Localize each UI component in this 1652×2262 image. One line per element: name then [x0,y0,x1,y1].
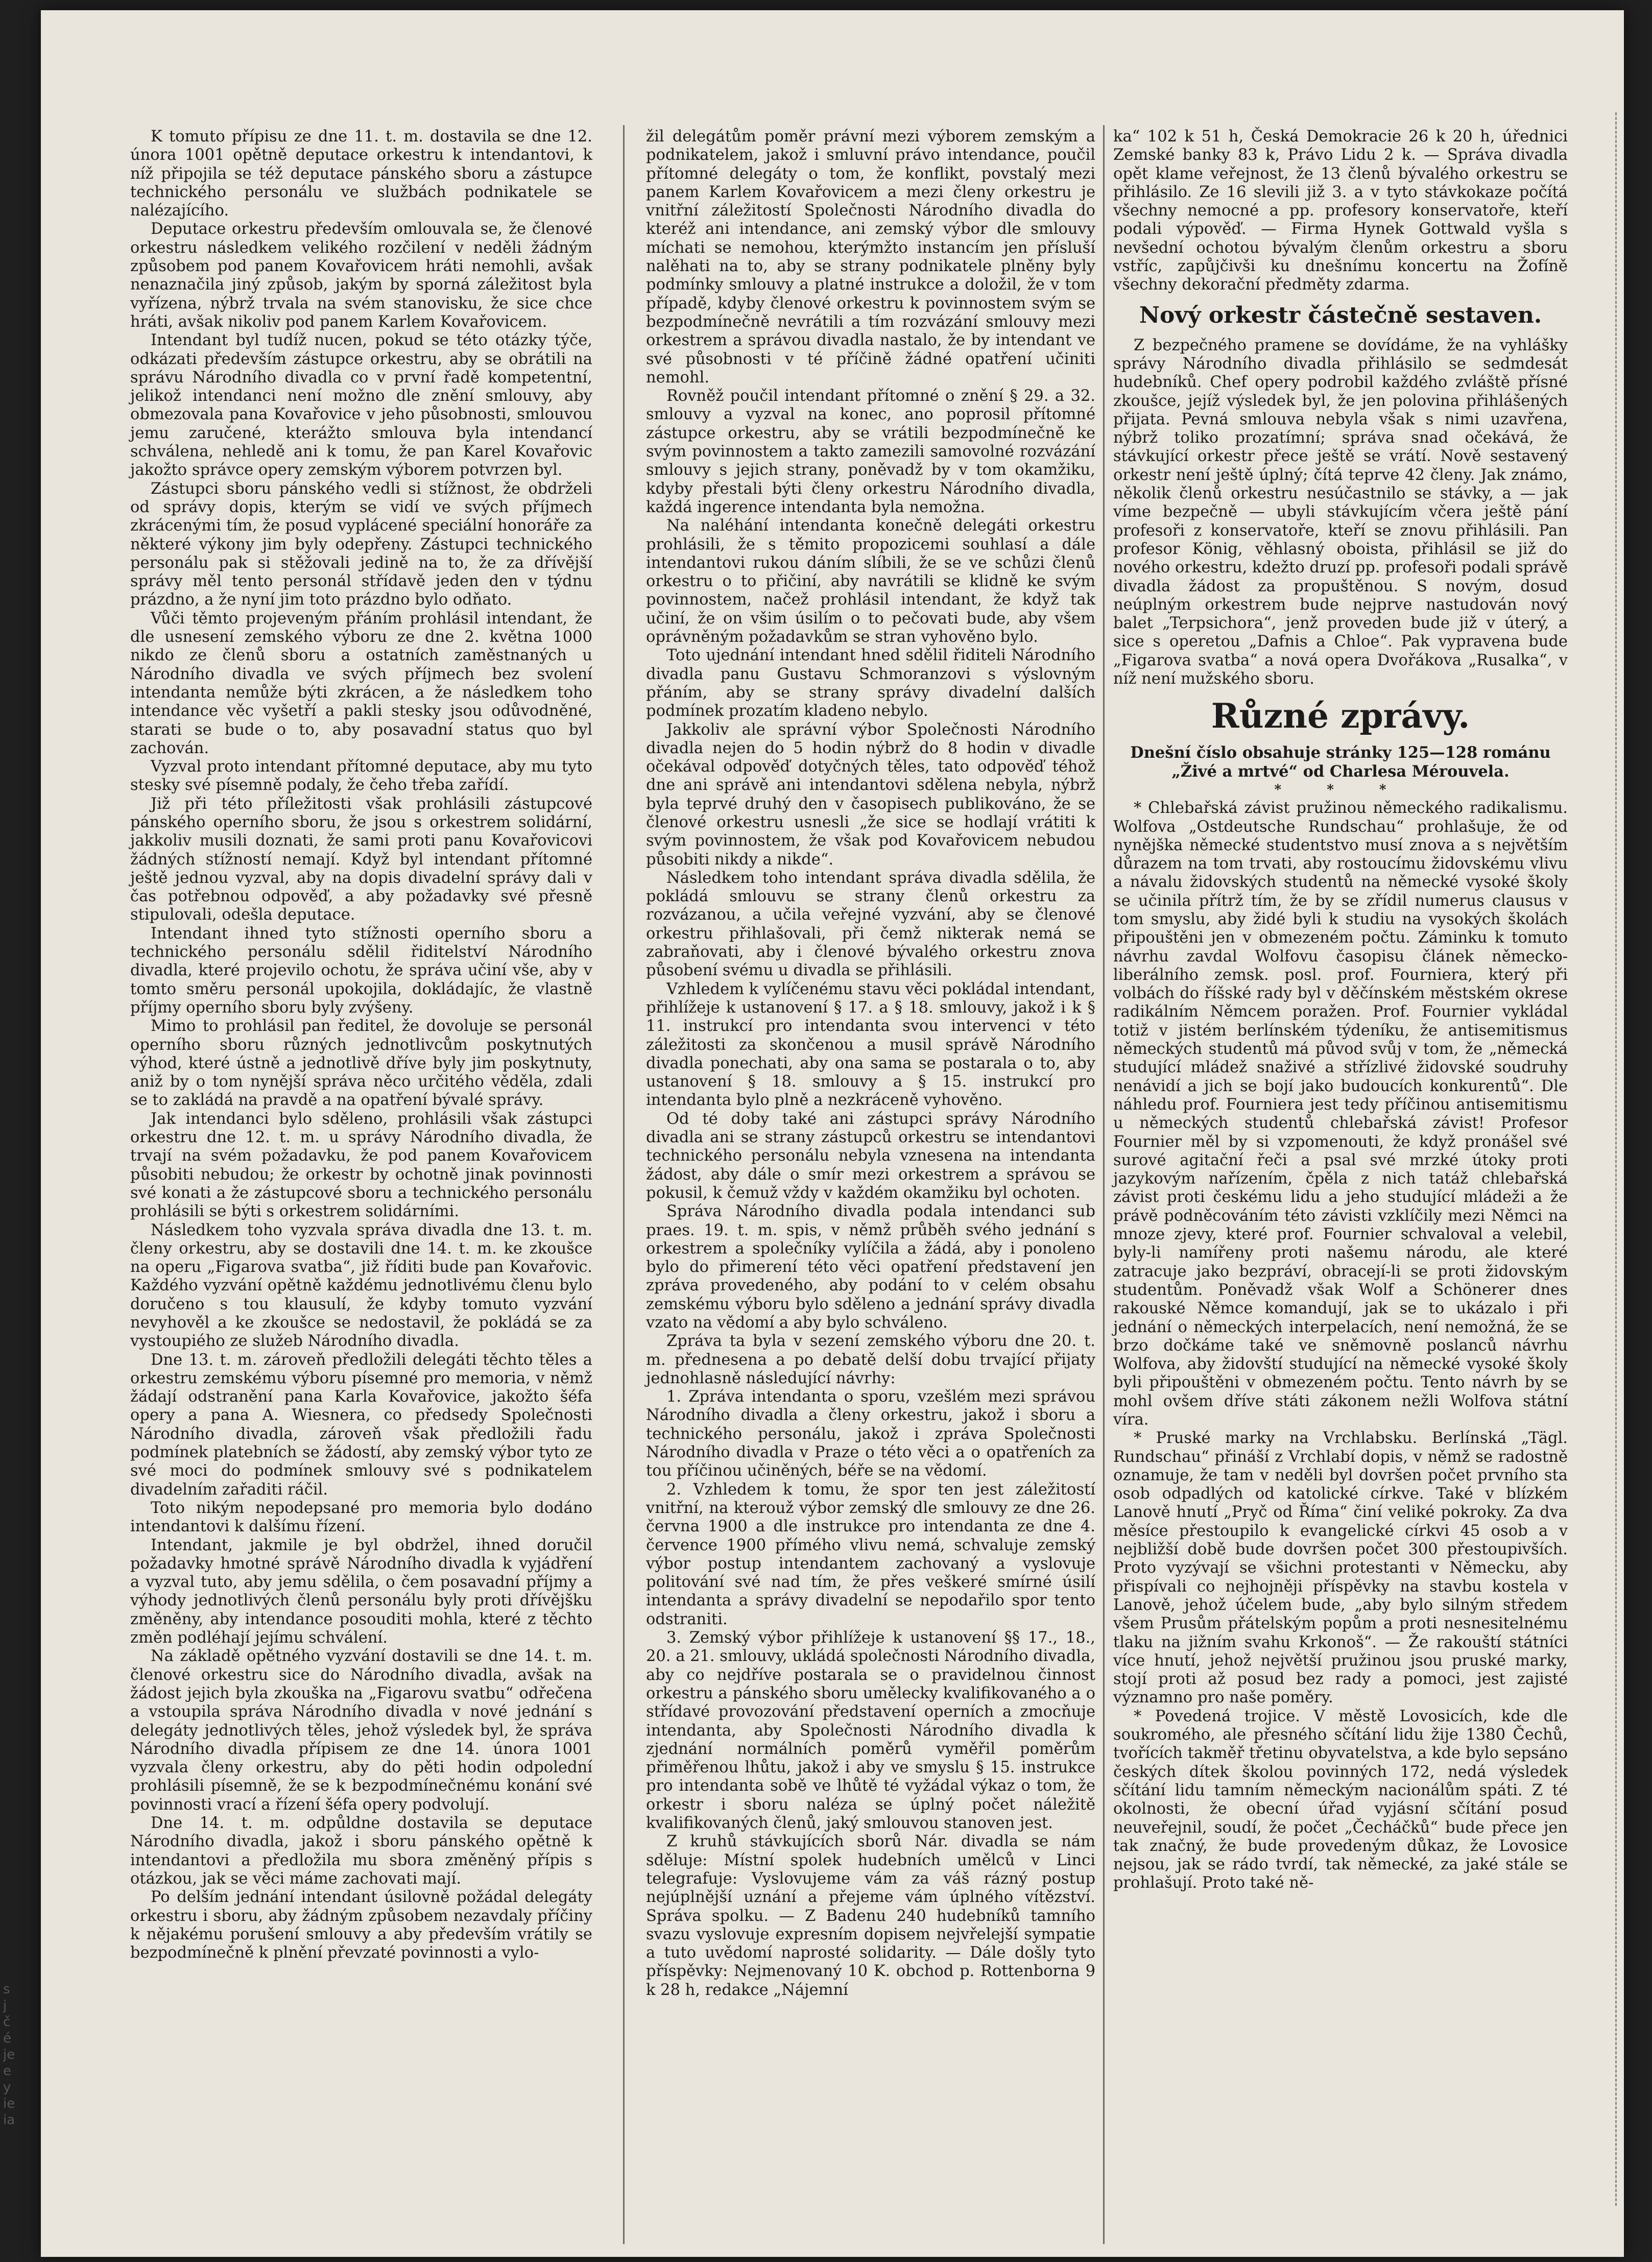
paragraph: ka“ 102 k 51 h, Česká Demokracie 26 k 20 h, úřednici Zemské banky 83 k, Právo Lidu 2 k. — Správa divadla opět klamе veřejnost, že 13 členů bývalého orkestru se přihlásilo. Ze 16 slevili již 3. a v tyto stávkokaze počítá všechny nemocné a pp. profesory konservatoře, kteří podali výpověď. — Firma Hynek Gottwald vyšla s nevšední ochotou bývalým členům orkestru a sboru vstříc, zapůjčivši ku dnešnímu koncertu na Žofíně všechny dekorační předměty zdarma. [1113,128,1568,294]
separator: * * * [1274,782,1407,798]
paragraph: K tomuto přípisu ze dne 11. t. m. dostavila se dne 12. února 1001 opětně deputace orkestru k intendantovi, k níž připojila se též deputace pánského sboru a zástupce technického personálu ve službách podnikatele se nalézajícího. [130,128,592,220]
paragraph: 2. Vzhledem k tomu, že spor ten jest záležitostí vnitřní, na kterouž výbor zemský dle smlouvy ze dne 26. června 1900 a dle instrukce pro intendanta ze dne 4. července 1900 přímého vlivu nemá, schvaluje zemský výbor postup intendantem zachovaný a vyslovuje politování své nad tím, že přes veškeré smírné úsilí intendanta a správy divadelní se nepodařilo spor tento odstraniti. [646,1480,1095,1628]
paragraph: Jak intendanci bylo sděleno, prohlásili však zástupci orkestru dne 12. t. m. u správy Národního divadla, že trvají na svém požadavku, že pod panem Kovařovicem působiti nebudou; že orkestr by ochotně jinak povinnosti své konati a že zástupcové sboru a technického personálu prohlásili se býti s orkestrem solidárními. [130,1110,592,1221]
paragraph: Zpráva ta byla v sezení zemského výboru dne 20. t. m. přednesena a po debatě delší dobu trvající přijaty jednohlasně následující návrhy: [646,1332,1095,1387]
paragraph: Dne 14. t. m. odpůldne dostavila se deputace Národního divadla, jakož i sboru pánského opětně k intendantovi a předložila mu sbora změněný přípis s otázkou, jak se věci máme zachovati mají. [130,1814,592,1888]
paragraph: Vůči těmto projeveným přáním prohlásil intendant, že dle usnesení zemského výboru ze dne 2. května 1000 nikdo ze členů sboru a ostatních zaměstnaných u Národního divadla ve svých příjmech bez svolení intendanta nemůže býti zkrácen, a že následkem toho intendance věc vyšetří a pakli stesky jsou odůvodněné, starati se bude o to, aby posavadní status quo byl zachován. [130,609,592,757]
paragraph: Zástupci sboru pánského vedli si stížnost, že obdrželi od správy dopis, kterým se vidí ve svých příjmech zkrácenými tím, že posud vyplácené speciální honoráře za některé výkony jim byly odepřeny. Zástupci technického personálu pak si stěžovali jedině na to, že za dřívější správy měl tento personál střídavě jeden den v týdnu prázdno, a že nyní jim toto prázdno bylo odňato. [130,479,592,609]
paragraph: Z kruhů stávkujících sborů Nár. divadla se nám sděluje: Místní spolek hudebních umělců v Linci telegrafuje: Vyslovujeme vám za váš rázný postup nejúplnější uznání a přejeme vám úplného vítězství. Správa spolku. — Z Badenu 240 hudebníků tamního svazu vyslovuje expresním dopisem nejvřelejší sympatie a tuto uvědomí naprosté solidarity. — Dále došly tyto příspěvky: Nejmenovaný 10 K. obchod p. Rottenborna 9 k 28 h, redakce „Nájemní [646,1833,1095,1999]
paragraph: Na naléhání intendanta konečně delegáti orkestru prohlásili, že s těmito propozicemi souhlasí a dále intendantovi rukou dáním slíbili, že se ve schůzi členů orkestru o to přičiní, aby navrátili se klidně ke svým povinnostem, načež prohlásil intendant, že když tak učiní, že on všim úsilím o to pečovati bude, aby všem oprávněným požadavkům se stran vyhověno bylo. [646,517,1095,646]
paragraph: Vyzval proto intendant přítomné deputace, aby mu tyto stesky své písemně podaly, že čeho třeba zařídí. [130,758,592,795]
column-divider [623,125,625,2244]
paragraph: Deputace orkestru především omlouvala se, že členové orkestru následkem velikého rozčilení v neděli žádným způsobem pod panem Kovařovicem hráti nemohli, avšak nenaznačila jiný způsob, jakým by sporná záležitost byla vyřízena, nýbrž trvala na svém stanovisku, že sice chce hráti, avšak nikoliv pod panem Karlem Kovařovicem. [130,220,592,331]
paragraph: 1. Zpráva intendanta o sporu, vzešlém mezi správou Národního divadla a členy orkestru, jakož i sboru a technického personálu, jakož i zpráva Společnosti Národního divadla v Praze o této věci a o opatřeních za tou příčinou učiněných, béře se na vědomí. [646,1388,1095,1480]
paragraph: Intendant ihned tyto stížnosti operního sboru a technického personálu sdělil řiditelství Národního divadla, které projevilo ochotu, že správa učiní vše, aby v tomto směru personál upokojila, dokládajíc, že vlastně příjmy operního sboru byly zvýšeny. [130,924,592,1017]
paragraph: Z bezpečného pramene se dovídáme, že na vyhlášky správy Národního divadla přihlásilo se sedmdesát hudebníků. Chef opery podrobil každého zvláště přísné zkoušce, jejíž výsledek byl, že jen polovina přihlášených přijata. Pevná smlouva nebyla však s nimi uzavřena, nýbrž toliko prozatímní; správa snad očekává, že stávkující orkestr přece ještě se vrátí. Nově sestavený orkestr není ještě úplný; čítá teprve 42 členy. Jak známo, několik členů orkestru nesúčastnilo se stávky, a — jak víme bezpečně — ubyli stávkujícím včera ještě pání profesoři z konservatoře, kteří se znovu přihlásili. Pan profesor König, věhlasný oboista, přihlásil se již do nového orkestru, kdežto druzí pp. profesoři podali správě divadla žádost za propuštěnou. S novým, dosud neúplným orkestrem bude nejprve nastudován nový balet „Terpsichora“, jenž proveden bude již v úterý, a sice s operetou „Dafnis a Chloe“. Pak vypravena bude „Figarova svatba“ a nová opera Dvořákova „Rusalka“, v níž není mužského sboru. [1113,336,1568,688]
paragraph: Na základě opětného vyzvání dostavili se dne 14. t. m. členové orkestru sice do Národního divadla, avšak na žádost jejich byla zkouška na „Figarovu svatbu“ odřečena a vstoupila správa Národního divadla v nové jednání s delegáty jednotlivých těles, jehož výsledek byl, že správa Národního divadla přípisem ze dne 14. února 1001 vyzvala členy orkestru, aby do pěti hodin odpolední prohlásili písemně, že se k bezpodmínečnému konání své povinnosti vrací a řízení šéfa opery podvolují. [130,1647,592,1814]
paragraph: Následkem toho intendant správa divadla sdělila, že pokládá smlouvu se strany členů orkestru za rozvázanou, a učila veřejné vyzvání, aby se členové orkestru přihlašovali, při čemž nikterak nemá se zabraňovati, aby i členové bývalého orkestru znova působení svému u divadla se přihlásili. [646,869,1095,980]
column-divider [1103,125,1105,2244]
paragraph: Dne 13. t. m. zároveň předložili delegáti těchto těles a orkestru zemskému výboru písemné pro memoria, v němž žádají odstranění pana Karla Kovařovice, jakožto šéfa opery a pana A. Wiesnera, co předsedy Společnosti Národního divadla, zároveň však předložili řadu podmínek platebních se žádostí, aby zemský výbor tyto ze své moci do podmínek smlouvy své s podnikatelem divadelním zařaditi ráčil. [130,1351,592,1499]
paragraph: Správa Národního divadla podala intendanci sub praes. 19. t. m. spis, v němž průběh svého jednání s orkestrem a společníky vylíčila a žádá, aby i ponoleno bylo do přimerení této věci opatření představení jen zpráva provedeného, aby podání to v celém obsahu zemskému výboru bylo sděleno a jednání správy divadla vzato na vědomí a aby bylo schváleno. [646,1202,1095,1332]
column-middle [646,128,1095,2000]
section-heading: Nový orkestr částečně sestaven. [1139,302,1542,328]
notice: Dnešní číslo obsahuje stránky 125—128 románu „Živé a mrtvé“ od Charlesa Mérouvela. [1130,743,1551,781]
paragraph: Od té doby také ani zástupci správy Národního divadla ani se strany zástupců orkestru se intendantovi technického personálu nebyla vznesena na intendanta žádost, aby dále o smír mezi orkestrem a správou se pokusil, k čemuž vždy v každém okamžiku byl ochoten. [646,1110,1095,1202]
page-edge [1608,112,1617,2206]
paragraph: Mimo to prohlásil pan ředitel, že dovoluje se personál operního sboru různých jednotlivcům poskytnutých výhod, které ústně a jednotlivě dříve byly jim poskytnuty, aniž by o tom nynější správa něco určitého věděla, zdali se to zakládá na pravdě a na opatření bývalé správy. [130,1017,592,1110]
paragraph: Následkem toho vyzvala správa divadla dne 13. t. m. členy orkestru, aby se dostavili dne 14. t. m. ke zkoušce na operu „Figarova svatba“, již říditi bude pan Kovařovic. Každého vyzvání opětně každému jednotlivému členu bylo doručeno s tou klausulí, že kdyby tomuto vyzvání nevyhověl a ke zkoušce se nedostavil, že pokládá se za vystoupiého ze služeb Národního divadla. [130,1221,592,1351]
paragraph: * Povedená trojice. V městě Lovosicích, kde dle soukromého, ale přesného sčítání lidu žije 1380 Čechů, tvořících takměř třetinu obyvatelstva, a kde bylo sepsáno českých dítek školou povinných 172, nedá výsledek sčítání lidu tamním německým nacionálům spáti. Z té okolnosti, že obecní úřad vyjásní sčítání posud neuveřejnil, soudí, že počet „Čecháčků“ bude přece jen tak značný, že bude provedeným důkaz, že Lovosice nejsou, jak se rádo tvrdí, tak německé, za jaké stále se prohlašují. Proto také ně- [1113,1707,1568,1892]
column-right [1113,128,1568,1893]
paragraph: Toto ujednání intendant hned sdělil řiditeli Národního divadla panu Gustavu Schmoranzovi s výslovným přáním, aby se strany správy divadelní dalších podmínek prozatím kladeno nebylo. [646,646,1095,720]
section-heading: Různé zprávy. [1211,696,1470,736]
paragraph: * Chlebařská závist pružinou německého radikalismu. Wolfova „Ostdeutsche Rundschau“ prohlašuje, že od nynějška německé studentstvo musí znova a s největším důrazem na tom trvati, aby rostoucímu židovskému vlivu a návalu židovských studentů na německé vysoké školy se učinila přítrž tím, že by se zřídil numerus clausus v tom smyslu, aby židé byli k studiu na vysokých školách připouštěni jen v obmezeném počtu. Záminku k tomuto návrhu zavdal Wolfovu časopisu článek německo-liberálního zemsk. posl. prof. Fourniera, který při volbách do říšské rady byl v děčínském městském okrese radikálním Němcem poražen. Prof. Fournier vykládal totiž v jistém berlínském týdeníku, že antisemitismus německých studentů má původ svůj v tom, že „německá studující mládež snaživé a střízlivé židovské soudruhy nenávidí a jich se bojí jako budoucích konkurentů“. Dle náhledu prof. Fourniera jest tedy příčinou antisemitismu u německých studentů chlebařská závist! Profesor Fournier měl by si vzpomenouti, že když pronášel své surové agitační řeči a psal své mrzké útoky proti jazykovým nařízením, čpěla z nich tatáž chlebařská závist proti českému lidu a jeho studující mládeži a že právě podněcováním této závisti vzklíčily mezi Němci na mnoze zjevy, které prof. Fournier schvaloval a velebil, byly-li namířeny proti našemu národu, ale které zatracuje jako bezpráví, obracejí-li se proti židovským studentům. Poněvadž však Wolf a Schönerer dnes rakouské Němce komandují, jak se to ukázalo i při jednání o německých interpelacích, není nemožná, že se brzo dočkáme také ve sněmovně poslanců návrhu Wolfova, aby židovští studující na německé vysoké školy byli připouštěni v obmezeném počtu. Tento návrh by se mohl ovšem dříve státi zákonem nežli Wolfova státní víra. [1113,799,1568,1429]
paragraph: Intendant byl tudíž nucen, pokud se této otázky týče, odkázati především zástupce orkestru, aby se obrátili na správu Národního divadla co v první řadě kompetentní, jelikož intendanci není možno dle znění smlouvy, aby obmezovala pana Kovařovice v jeho působnosti, smlouvou jemu zaručené, kterážto smlouva byla intendancí schválena, nehledě ani k tomu, že pan Karel Kovařovic jakožto správce opery zemským výborem potvrzen byl. [130,331,592,479]
paragraph: * Pruské marky na Vrchlabsku. Berlínská „Tägl. Rundschau“ přináší z Vrchlabí dopis, v němž se radostně oznamuje, že tam v neděli byl dovršen počet prvního sta osob odpadlých od katolické církve. Také v blízkém Lanově hnutí „Pryč od Říma“ činí veliké pokroky. Za dva měsíce přestoupilo k evangelické církvi 45 osob a v nejbližší době bude dovršen počet 300 přestoupivších. Proto vyzývají se všichni protestanti v Německu, aby přispívali co nejhojněji příspěvky na stavbu kostela v Lanově, jehož účelem bude, „aby bylo silným středem všem Prusům přátelským popům a proti nesnesitelnému tlaku na jižním svahu Krkonoš“. — Že rakouští státníci více hnutí, jehož největší pružinou jsou pruské marky, stojí proti až posud bez rady a pomoci, jest zajisté významno pro naše poměry. [1113,1429,1568,1707]
margin-fragments: s j č é je e y ie ia [3,1982,15,2128]
column-left [130,128,592,1962]
paragraph: žil delegátům poměr právní mezi výborem zemským a podnikatelem, jakož i smluvní právo intendance, poučil přítomné delegáty o tom, že konflikt, povstalý mezi panem Karlem Kovařovicem a mezi členy orkestru je vnitřní záležitostí Společnosti Národního divadla do kteréž ani intendance, ani zemský výbor dle smlouvy míchati se nemohou, kterýmžto instancím jen přísluší nalěhati na to, aby se strany podnikatele plněny byly podmínky smlouvy a platné instrukce a doložil, že v tom případě, kdyby členové orkestru k povinnostem svým se bezpodmínečně nevrátili a tím rozvázání smlouvy mezi orkestrem a správou divadla nastalo, že by intendant ve své působnosti v té příčině žádné opatření učiniti nemohl. [646,128,1095,387]
paragraph: Jakkoliv ale správní výbor Společnosti Národního divadla nejen do 5 hodin nýbrž do 8 hodin v divadle očekával odpověď dotyčných těles, tato odpověď téhož dne ani správě ani intendantovi sdělena nebyla, nýbrž byla teprvé druhý den v časopisech publikováno, že se členové orkestru usnesli „že sice se hodlají vrátiti k svým povinnostem, že však pod Kovařovicem nebudou působiti nikdy a nikde“. [646,720,1095,869]
paragraph: Již při této příležitosti však prohlásili zástupcové pánského operního sboru, že jsou s orkestrem solidární, jakkoliv musili doznati, že sami proti panu Kovařovicovi žádných stížností nemají. Když byl intendant přítomné ještě jednou vyzval, aby na dopis divadelní správy dali v čas potřebnou odpověď, a aby požadavky své přesně stipulovali, odešla deputace. [130,795,592,924]
paragraph: 3. Zemský výbor přihlížeje k ustanovení §§ 17., 18., 20. a 21. smlouvy, ukládá společnosti Národního divadla, aby co nejdříve postarala se o pravidelnou činnost orkestru a pánského sboru umělecky kvalifikovaného a o střídavé provozování představení operních a zmocňuje intendanta, aby Společnosti Národního divadla k zjednání normálních poměrů vyměřil poměrům přiměřenou lhůtu, jakož i aby ve smyslu § 15. instrukce pro intendanta sobě ve lhůtě té vyžádal výkaz o tom, že orkestr i sboru naléza se úplný počet náležitě kvalifikovaných členů, jaký smlouvou stanoven jest. [646,1629,1095,1833]
paragraph: Po delším jednání intendant úsilovně požádal delegáty orkestru i sboru, aby žádným způsobem nezavdaly příčiny k nějakému porušení smlouvy a aby především vrátily se bezpodmínečně k plnění převzaté povinnosti a vylo- [130,1888,592,1962]
paragraph: Toto nikým nepodepsané pro memoria bylo dodáno intendantovi k dalšímu řízení. [130,1499,592,1536]
newspaper-page [41,10,1624,2257]
paragraph: Intendant, jakmile je byl obdržel, ihned doručil požadavky hmotné správě Národního divadla k vyjádření a vyzval tuto, aby jemu sdělila, o čem posavadní příjmy a výhody jednotlivých členů personálu byly proti dřívějšku změněny, aby intendance posouditi mohla, které z těchto změn podléhají jejímu schválení. [130,1536,592,1647]
paragraph: Rovněž poučil intendant přítomné o znění § 29. a 32. smlouvy a vyzval na konec, ano poprosil přítomné zástupce orkestru, aby se vrátili bezpodmínečně ke svým povinnostem a takto zamezili samovolné rozvázání smlouvy s jejich strany, poněvadž by v tom okamžiku, kdyby přestali býti členy orkestru Národního divadla, každá ingerence intendanta byla nemožna. [646,387,1095,516]
paragraph: Vzhledem k vylíčenému stavu věci pokládal intendant, přihlížeje k ustanovení § 17. a § 18. smlouvy, jakož i k § 11. instrukcí pro intendanta svou intervenci v této záležitosti za skončenou a musil správě Národního divadla ponechati, aby ona sama se postarala o to, aby ustanovení § 18. smlouvy a § 15. instrukcí pro intendanta bylo plně a nezkráceně vyhověno. [646,980,1095,1110]
